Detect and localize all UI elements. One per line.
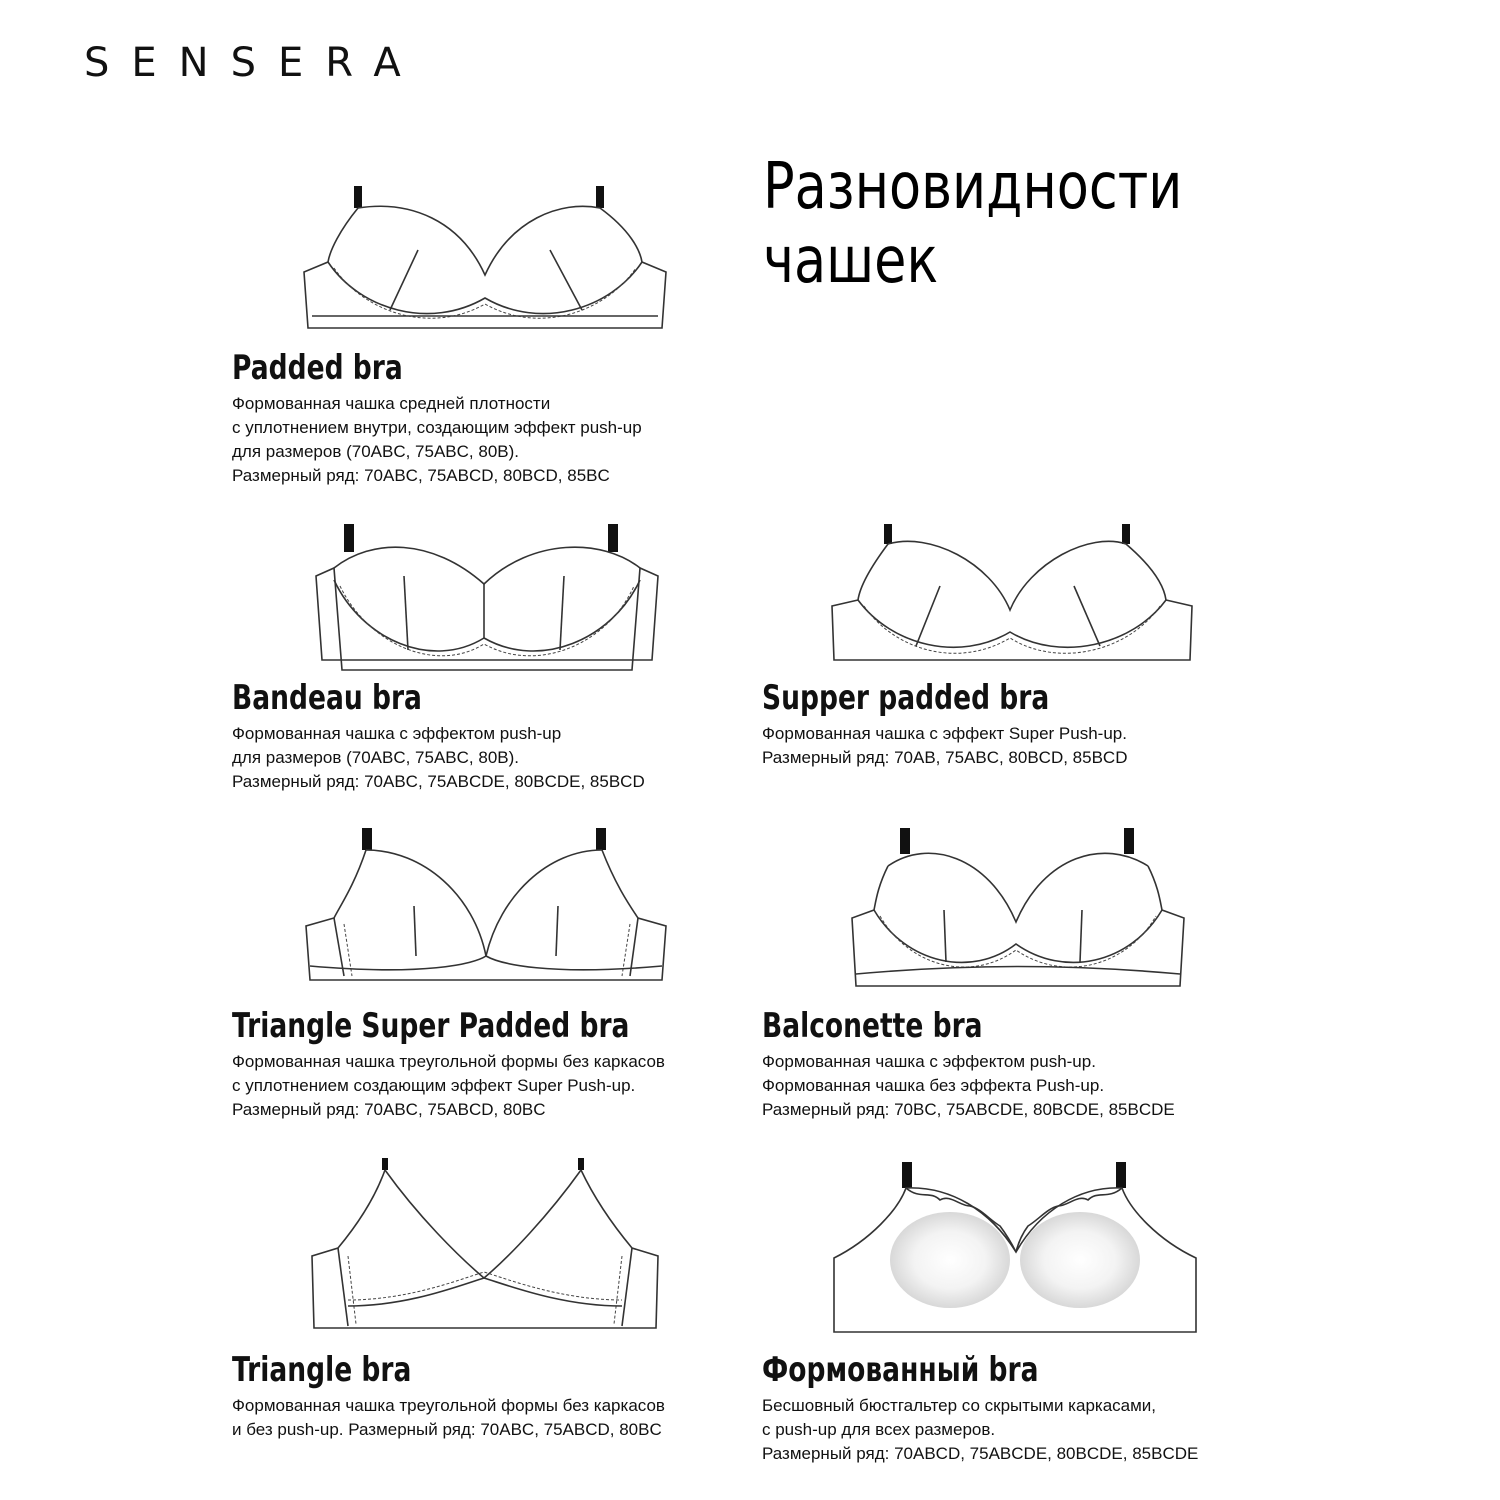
- balconette-bra-block: [762, 1008, 1282, 1122]
- triangle-super-padded-bra-desc-2: с уплотнением создающим эффект Super Push-up.: [232, 1076, 636, 1095]
- triangle-super-padded-bra-block: [232, 1008, 752, 1122]
- supper-padded-bra-desc-1: Формованная чашка с эффект Super Push-up.: [762, 724, 1127, 743]
- padded-bra-illustration: [300, 180, 670, 340]
- balconette-bra-desc-3: Размерный ряд: 70BC, 75ABCDE, 80BCDE, 85BCDE: [762, 1100, 1175, 1119]
- padded-bra-title: Padded bra: [232, 348, 403, 388]
- supper-padded-bra-block: [762, 680, 1282, 770]
- triangle-super-padded-bra-desc-1: Формованная чашка треугольной формы без каркасов: [232, 1052, 665, 1071]
- supper-padded-bra-illustration: [830, 522, 1195, 667]
- bandeau-bra-desc-3: Размерный ряд: 70ABC, 75ABCDE, 80BCDE, 85BCD: [232, 772, 645, 791]
- padded-bra-desc-3: для размеров (70ABC, 75ABC, 80B).: [232, 442, 519, 461]
- brand-logo: SENSERA: [84, 40, 423, 86]
- triangle-super-padded-bra-desc-3: Размерный ряд: 70ABC, 75ABCD, 80BC: [232, 1100, 546, 1119]
- molded-bra-desc-1: Бесшовный бюстгальтер со скрытыми каркасами,: [762, 1396, 1157, 1415]
- triangle-bra-desc-2: и без push-up. Размерный ряд: 70ABC, 75ABCD, 80BC: [232, 1420, 662, 1439]
- triangle-bra-illustration: [308, 1156, 663, 1336]
- page-title: [763, 150, 1182, 298]
- bandeau-bra-illustration: [312, 520, 662, 675]
- triangle-super-padded-bra-title: Triangle Super Padded bra: [232, 1006, 630, 1046]
- bandeau-bra-desc-1: Формованная чашка с эффектом push-up: [232, 724, 562, 743]
- padded-bra-desc-1: Формованная чашка средней плотности: [232, 394, 551, 413]
- padded-bra-block: [232, 350, 752, 488]
- molded-bra-desc-2: с push-up для всех размеров.: [762, 1420, 996, 1439]
- triangle-bra-desc-1: Формованная чашка треугольной формы без каркасов: [232, 1396, 665, 1415]
- bandeau-bra-block: [232, 680, 752, 794]
- supper-padded-bra-desc-2: Размерный ряд: 70AB, 75ABC, 80BCD, 85BCD: [762, 748, 1128, 767]
- page-title-line-2: чашек: [763, 224, 939, 298]
- molded-bra-title: Формованный bra: [762, 1350, 1039, 1390]
- supper-padded-bra-title: Supper padded bra: [762, 678, 1050, 718]
- padded-bra-desc-2: с уплотнением внутри, создающим эффект push-up: [232, 418, 642, 437]
- balconette-bra-illustration: [848, 826, 1188, 991]
- triangle-super-padded-bra-illustration: [304, 826, 669, 986]
- balconette-bra-desc-1: Формованная чашка с эффектом push-up.: [762, 1052, 1096, 1071]
- molded-bra-illustration: [830, 1160, 1200, 1340]
- bandeau-bra-desc-2: для размеров (70ABC, 75ABC, 80B).: [232, 748, 519, 767]
- bandeau-bra-title: Bandeau bra: [232, 678, 422, 718]
- balconette-bra-title: Balconette bra: [762, 1006, 983, 1046]
- molded-bra-desc-3: Размерный ряд: 70ABCD, 75ABCDE, 80BCDE, 85BCDE: [762, 1444, 1199, 1463]
- molded-bra-block: [762, 1352, 1282, 1466]
- triangle-bra-title: Triangle bra: [232, 1350, 412, 1390]
- triangle-bra-block: [232, 1352, 752, 1442]
- balconette-bra-desc-2: Формованная чашка без эффекта Push-up.: [762, 1076, 1105, 1095]
- padded-bra-desc-4: Размерный ряд: 70ABC, 75ABCD, 80BCD, 85BC: [232, 466, 610, 485]
- page-title-line-1: Разновидности: [763, 150, 1183, 224]
